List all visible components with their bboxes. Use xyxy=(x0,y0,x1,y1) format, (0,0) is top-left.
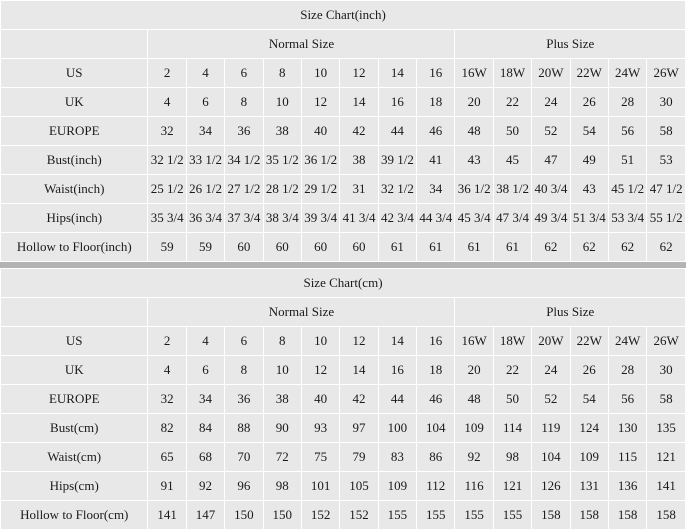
cell: 45 3/4 xyxy=(455,204,493,233)
cell: 40 xyxy=(301,117,339,146)
cell: 50 xyxy=(493,117,531,146)
cell: 56 xyxy=(608,117,646,146)
cell: 104 xyxy=(532,443,570,472)
cell: 155 xyxy=(417,501,455,530)
cell: 12 xyxy=(340,59,378,88)
cell: 18 xyxy=(417,88,455,117)
cell: 68 xyxy=(186,443,224,472)
cell: 4 xyxy=(186,59,224,88)
cell: 65 xyxy=(148,443,186,472)
cell: 109 xyxy=(570,443,608,472)
cell: 33 1/2 xyxy=(186,146,224,175)
row-label: EUROPE xyxy=(1,117,148,146)
cell: 24 xyxy=(532,356,570,385)
cell: 2 xyxy=(148,327,186,356)
cell: 130 xyxy=(608,414,646,443)
cell: 24 xyxy=(532,88,570,117)
cell: 92 xyxy=(186,472,224,501)
cell: 2 xyxy=(148,59,186,88)
size-chart-cm-table xyxy=(0,268,686,530)
cell: 155 xyxy=(493,501,531,530)
cell: 36 xyxy=(225,385,263,414)
cm-group-plus: Plus Size xyxy=(455,298,686,327)
cell: 14 xyxy=(378,327,416,356)
cell: 62 xyxy=(532,233,570,262)
cell: 59 xyxy=(148,233,186,262)
cell: 55 1/2 xyxy=(647,204,686,233)
row-label: Hips(cm) xyxy=(1,472,148,501)
cell: 47 3/4 xyxy=(493,204,531,233)
cell: 62 xyxy=(608,233,646,262)
cell: 10 xyxy=(301,327,339,356)
cell: 20 xyxy=(455,356,493,385)
cell: 12 xyxy=(301,356,339,385)
cell: 8 xyxy=(263,327,301,356)
cell: 38 xyxy=(340,146,378,175)
cell: 101 xyxy=(301,472,339,501)
inch-group-plus: Plus Size xyxy=(455,30,686,59)
cell: 4 xyxy=(148,88,186,117)
row-label: Hips(inch) xyxy=(1,204,148,233)
cell: 158 xyxy=(647,501,686,530)
cell: 32 xyxy=(148,385,186,414)
cell: 92 xyxy=(455,443,493,472)
cell: 16W xyxy=(455,327,493,356)
cell: 36 1/2 xyxy=(301,146,339,175)
cell: 28 1/2 xyxy=(263,175,301,204)
cell: 26 xyxy=(570,88,608,117)
cell: 141 xyxy=(647,472,686,501)
table-row xyxy=(1,443,686,472)
cell: 10 xyxy=(263,356,301,385)
cell: 20W xyxy=(532,59,570,88)
cell: 50 xyxy=(493,385,531,414)
cell: 34 1/2 xyxy=(225,146,263,175)
cm-group-normal: Normal Size xyxy=(148,298,455,327)
table-row xyxy=(1,327,686,356)
cell: 6 xyxy=(225,327,263,356)
cell: 141 xyxy=(148,501,186,530)
table-row-groups xyxy=(1,298,686,327)
cell: 26W xyxy=(647,59,686,88)
cell: 38 xyxy=(263,385,301,414)
cell: 59 xyxy=(186,233,224,262)
cell: 52 xyxy=(532,117,570,146)
cell: 91 xyxy=(148,472,186,501)
cell: 43 xyxy=(570,175,608,204)
table-row-title xyxy=(1,269,686,298)
cell: 39 1/2 xyxy=(378,146,416,175)
cell: 18W xyxy=(493,327,531,356)
cell: 38 3/4 xyxy=(263,204,301,233)
cell: 8 xyxy=(225,356,263,385)
cell: 158 xyxy=(570,501,608,530)
cell: 60 xyxy=(225,233,263,262)
cell: 16 xyxy=(417,59,455,88)
cell: 54 xyxy=(570,117,608,146)
cell: 36 xyxy=(225,117,263,146)
size-chart-cm xyxy=(0,268,686,530)
cell: 39 3/4 xyxy=(301,204,339,233)
cell: 44 xyxy=(378,385,416,414)
cell: 29 1/2 xyxy=(301,175,339,204)
cell: 58 xyxy=(647,117,686,146)
cell: 61 xyxy=(378,233,416,262)
cell: 119 xyxy=(532,414,570,443)
cell: 35 3/4 xyxy=(148,204,186,233)
cell: 47 1/2 xyxy=(647,175,686,204)
cell: 30 xyxy=(647,88,686,117)
cell: 53 3/4 xyxy=(608,204,646,233)
cell: 20W xyxy=(532,327,570,356)
cell: 32 1/2 xyxy=(148,146,186,175)
table-row xyxy=(1,356,686,385)
table-row-groups xyxy=(1,30,686,59)
cell: 42 3/4 xyxy=(378,204,416,233)
inch-group-blank xyxy=(1,30,148,59)
cell: 26W xyxy=(647,327,686,356)
cell: 70 xyxy=(225,443,263,472)
row-label: Waist(inch) xyxy=(1,175,148,204)
table-row xyxy=(1,385,686,414)
cell: 97 xyxy=(340,414,378,443)
cell: 34 xyxy=(417,175,455,204)
cell: 24W xyxy=(608,59,646,88)
cell: 10 xyxy=(301,59,339,88)
cell: 45 xyxy=(493,146,531,175)
cell: 22 xyxy=(493,356,531,385)
cell: 46 xyxy=(417,117,455,146)
cell: 109 xyxy=(378,472,416,501)
cell: 60 xyxy=(263,233,301,262)
cell: 24W xyxy=(608,327,646,356)
cell: 12 xyxy=(301,88,339,117)
cell: 41 xyxy=(417,146,455,175)
cell: 44 xyxy=(378,117,416,146)
cell: 30 xyxy=(647,356,686,385)
cell: 58 xyxy=(647,385,686,414)
cell: 12 xyxy=(340,327,378,356)
cell: 88 xyxy=(225,414,263,443)
cell: 116 xyxy=(455,472,493,501)
cell: 26 1/2 xyxy=(186,175,224,204)
cell: 18W xyxy=(493,59,531,88)
cell: 34 xyxy=(186,117,224,146)
cell: 51 xyxy=(608,146,646,175)
table-row xyxy=(1,501,686,530)
table-row xyxy=(1,146,686,175)
cell: 155 xyxy=(455,501,493,530)
cell: 6 xyxy=(186,88,224,117)
cell: 136 xyxy=(608,472,646,501)
cell: 104 xyxy=(417,414,455,443)
cell: 158 xyxy=(532,501,570,530)
table-row xyxy=(1,472,686,501)
cell: 14 xyxy=(340,88,378,117)
cell: 52 xyxy=(532,385,570,414)
table-row xyxy=(1,175,686,204)
cell: 98 xyxy=(263,472,301,501)
cell: 28 xyxy=(608,356,646,385)
cell: 90 xyxy=(263,414,301,443)
row-label: Hollow to Floor(cm) xyxy=(1,501,148,530)
row-label: US xyxy=(1,59,148,88)
cell: 121 xyxy=(493,472,531,501)
cell: 83 xyxy=(378,443,416,472)
cell: 6 xyxy=(225,59,263,88)
cell: 54 xyxy=(570,385,608,414)
cell: 37 3/4 xyxy=(225,204,263,233)
cell: 131 xyxy=(570,472,608,501)
cell: 60 xyxy=(301,233,339,262)
cell: 16 xyxy=(378,356,416,385)
cell: 42 xyxy=(340,117,378,146)
row-label: Hollow to Floor(inch) xyxy=(1,233,148,262)
cell: 31 xyxy=(340,175,378,204)
table-row xyxy=(1,88,686,117)
cell: 16 xyxy=(417,327,455,356)
cell: 16 xyxy=(378,88,416,117)
cell: 112 xyxy=(417,472,455,501)
cm-chart-title: Size Chart(cm) xyxy=(1,269,686,298)
row-label: UK xyxy=(1,356,148,385)
cell: 14 xyxy=(378,59,416,88)
inch-chart-title: Size Chart(inch) xyxy=(1,1,686,30)
cell: 22W xyxy=(570,327,608,356)
cell: 105 xyxy=(340,472,378,501)
cell: 150 xyxy=(263,501,301,530)
cell: 62 xyxy=(647,233,686,262)
cell: 43 xyxy=(455,146,493,175)
size-chart-inch xyxy=(0,0,686,262)
cell: 14 xyxy=(340,356,378,385)
cell: 6 xyxy=(186,356,224,385)
cell: 22W xyxy=(570,59,608,88)
table-row xyxy=(1,117,686,146)
size-chart-inch-table xyxy=(0,0,686,262)
cell: 61 xyxy=(455,233,493,262)
cell: 8 xyxy=(225,88,263,117)
cell: 25 1/2 xyxy=(148,175,186,204)
cell: 152 xyxy=(340,501,378,530)
cell: 41 3/4 xyxy=(340,204,378,233)
cell: 75 xyxy=(301,443,339,472)
table-row-title xyxy=(1,1,686,30)
cell: 114 xyxy=(493,414,531,443)
cell: 60 xyxy=(340,233,378,262)
cell: 20 xyxy=(455,88,493,117)
cell: 51 3/4 xyxy=(570,204,608,233)
cell: 79 xyxy=(340,443,378,472)
row-label: UK xyxy=(1,88,148,117)
cell: 93 xyxy=(301,414,339,443)
cell: 152 xyxy=(301,501,339,530)
cell: 56 xyxy=(608,385,646,414)
cell: 126 xyxy=(532,472,570,501)
cell: 38 1/2 xyxy=(493,175,531,204)
cell: 45 1/2 xyxy=(608,175,646,204)
cell: 42 xyxy=(340,385,378,414)
cell: 48 xyxy=(455,385,493,414)
cell: 34 xyxy=(186,385,224,414)
cell: 16W xyxy=(455,59,493,88)
cell: 115 xyxy=(608,443,646,472)
cell: 10 xyxy=(263,88,301,117)
cell: 4 xyxy=(148,356,186,385)
cell: 150 xyxy=(225,501,263,530)
cell: 47 xyxy=(532,146,570,175)
cell: 22 xyxy=(493,88,531,117)
cell: 27 1/2 xyxy=(225,175,263,204)
cell: 86 xyxy=(417,443,455,472)
cell: 121 xyxy=(647,443,686,472)
cell: 84 xyxy=(186,414,224,443)
cell: 48 xyxy=(455,117,493,146)
table-row xyxy=(1,233,686,262)
row-label: Waist(cm) xyxy=(1,443,148,472)
cell: 61 xyxy=(493,233,531,262)
cell: 62 xyxy=(570,233,608,262)
row-label: Bust(cm) xyxy=(1,414,148,443)
cell: 53 xyxy=(647,146,686,175)
row-label: US xyxy=(1,327,148,356)
cell: 38 xyxy=(263,117,301,146)
table-row xyxy=(1,204,686,233)
cell: 40 3/4 xyxy=(532,175,570,204)
cell: 155 xyxy=(378,501,416,530)
cell: 100 xyxy=(378,414,416,443)
inch-group-normal: Normal Size xyxy=(148,30,455,59)
cell: 49 3/4 xyxy=(532,204,570,233)
cm-group-blank xyxy=(1,298,148,327)
cell: 98 xyxy=(493,443,531,472)
cell: 32 1/2 xyxy=(378,175,416,204)
cell: 46 xyxy=(417,385,455,414)
cell: 18 xyxy=(417,356,455,385)
cell: 44 3/4 xyxy=(417,204,455,233)
cell: 124 xyxy=(570,414,608,443)
cell: 26 xyxy=(570,356,608,385)
row-label: Bust(inch) xyxy=(1,146,148,175)
table-row xyxy=(1,414,686,443)
cell: 82 xyxy=(148,414,186,443)
cell: 135 xyxy=(647,414,686,443)
cell: 158 xyxy=(608,501,646,530)
cell: 32 xyxy=(148,117,186,146)
cell: 72 xyxy=(263,443,301,472)
table-row xyxy=(1,59,686,88)
cell: 4 xyxy=(186,327,224,356)
cell: 61 xyxy=(417,233,455,262)
cell: 109 xyxy=(455,414,493,443)
cell: 8 xyxy=(263,59,301,88)
cell: 36 1/2 xyxy=(455,175,493,204)
cell: 35 1/2 xyxy=(263,146,301,175)
cell: 49 xyxy=(570,146,608,175)
cell: 36 3/4 xyxy=(186,204,224,233)
cell: 147 xyxy=(186,501,224,530)
cell: 40 xyxy=(301,385,339,414)
row-label: EUROPE xyxy=(1,385,148,414)
cell: 96 xyxy=(225,472,263,501)
cell: 28 xyxy=(608,88,646,117)
